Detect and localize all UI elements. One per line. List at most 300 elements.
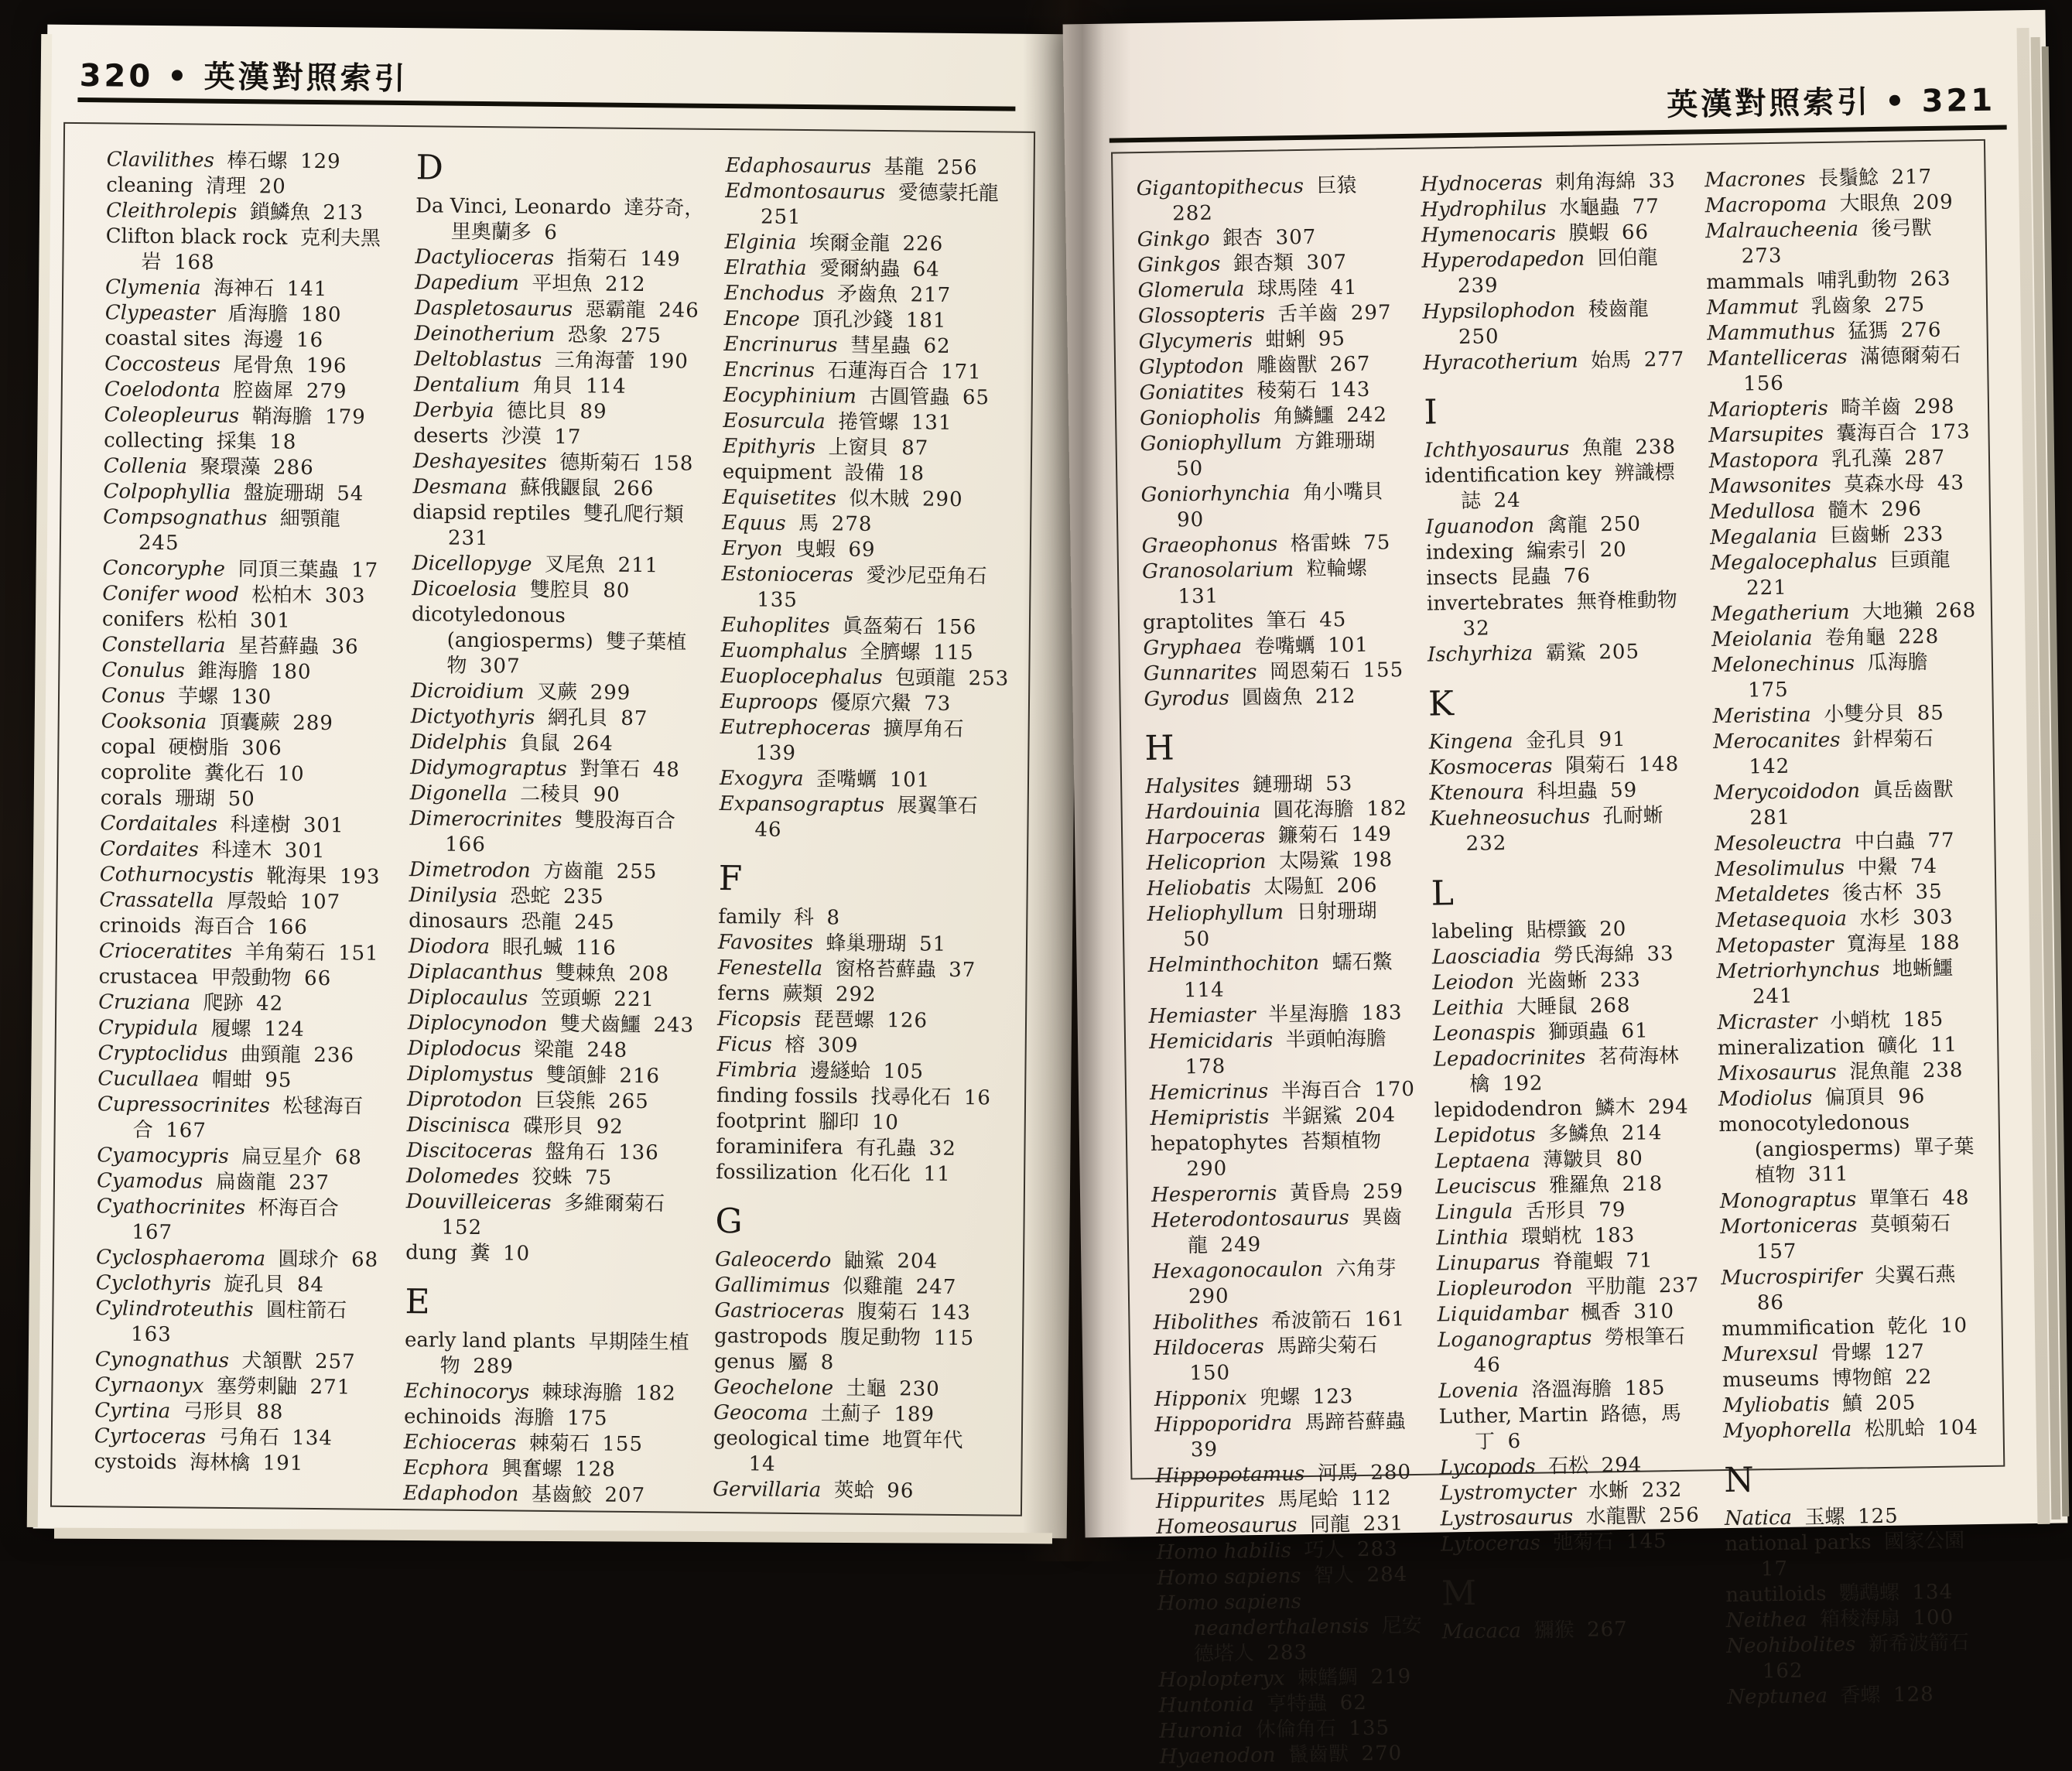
entry-term-en: Elrathia bbox=[724, 256, 807, 281]
entry-page-number: 6 bbox=[544, 221, 559, 244]
index-entry bbox=[1436, 1247, 1702, 1277]
entry-term-en: Homeosaurus bbox=[1156, 1513, 1298, 1539]
entry-term-en: fossilization bbox=[716, 1160, 838, 1185]
entry-term-zh: 日射珊瑚 bbox=[1296, 899, 1377, 925]
entry-term-zh: 巧人 bbox=[1304, 1538, 1345, 1563]
entry-page-number: 128 bbox=[574, 1458, 616, 1482]
entry-term-en: Kosmoceras bbox=[1428, 754, 1553, 780]
index-entry bbox=[721, 613, 1010, 641]
entry-page-number: 245 bbox=[573, 911, 615, 935]
entry-page-number: 116 bbox=[575, 936, 617, 960]
entry-term-en: Coelodonta bbox=[104, 378, 221, 402]
entry-page-number: 141 bbox=[286, 277, 328, 302]
entry-term-zh: 恐龍 bbox=[521, 910, 562, 935]
entry-term-zh: 同龍 bbox=[1309, 1513, 1351, 1537]
entry-page-number: 182 bbox=[635, 1382, 676, 1406]
index-entry bbox=[718, 930, 1007, 959]
entry-page-number: 104 bbox=[1937, 1416, 1979, 1440]
index-entry bbox=[1424, 460, 1691, 515]
entry-term-en: Hydrophilus bbox=[1421, 197, 1547, 222]
entry-term-zh: 平肋龍 bbox=[1585, 1274, 1646, 1299]
entry-term-en: Ischyrhiza bbox=[1427, 641, 1533, 667]
entry-term-en: Lovenia bbox=[1438, 1378, 1519, 1403]
entry-page-number: 264 bbox=[572, 732, 614, 756]
entry-term-zh: 箱稜海扇 bbox=[1819, 1606, 1901, 1632]
index-entry bbox=[105, 224, 395, 278]
entry-term-en: Hemicidaris bbox=[1148, 1028, 1274, 1055]
entry-term-en: dung bbox=[405, 1241, 458, 1265]
entry-term-zh: 德斯菊石 bbox=[559, 451, 641, 476]
index-entry bbox=[1722, 1339, 1988, 1368]
entry-page-number: 139 bbox=[755, 741, 797, 765]
entry-term-zh: 水蜥 bbox=[1588, 1479, 1629, 1503]
entry-term-zh: 半星海膽 bbox=[1268, 1002, 1349, 1027]
entry-page-number: 179 bbox=[324, 405, 366, 429]
index-entry bbox=[1141, 530, 1407, 559]
entry-page-number: 237 bbox=[289, 1171, 330, 1195]
entry-page-number: 198 bbox=[1352, 848, 1393, 873]
entry-page-number: 241 bbox=[1752, 984, 1793, 1009]
section-letter: M bbox=[1441, 1573, 1477, 1614]
entry-page-number: 125 bbox=[1857, 1504, 1899, 1529]
index-entry bbox=[1140, 402, 1406, 432]
entry-term-en: Linuparus bbox=[1436, 1250, 1540, 1276]
index-entry bbox=[723, 332, 1013, 361]
entry-page-number: 20 bbox=[1599, 538, 1627, 562]
entry-term-en: Colpophyllia bbox=[103, 480, 231, 504]
entry-term-en: genus bbox=[713, 1349, 775, 1374]
entry-term-zh: 蜂巢珊瑚 bbox=[826, 932, 907, 956]
entry-term-zh: 地質年代 bbox=[882, 1428, 963, 1453]
index-entry bbox=[412, 551, 702, 580]
entry-page-number: 11 bbox=[923, 1162, 951, 1186]
index-entry bbox=[106, 198, 395, 227]
entry-page-number: 24 bbox=[1493, 488, 1521, 513]
index-entry bbox=[1725, 1528, 1991, 1583]
entry-term-en: Lingula bbox=[1435, 1200, 1513, 1225]
section-letter: L bbox=[1431, 874, 1455, 914]
index-entry bbox=[99, 887, 388, 916]
entry-page-number: 127 bbox=[1883, 1340, 1925, 1364]
entry-page-number: 85 bbox=[1916, 701, 1945, 726]
index-entry bbox=[1436, 1222, 1702, 1251]
entry-page-number: 89 bbox=[580, 400, 607, 424]
entry-term-en: Galeocerdo bbox=[714, 1247, 832, 1273]
entry-page-number: 275 bbox=[621, 323, 662, 348]
entry-term-en: Lystrosaurus bbox=[1440, 1505, 1574, 1531]
entry-page-number: 309 bbox=[817, 1034, 859, 1058]
index-entry bbox=[405, 1328, 695, 1382]
entry-term-zh: 大眼魚 bbox=[1839, 191, 1900, 216]
index-entry bbox=[94, 1424, 384, 1452]
entry-page-number: 311 bbox=[1807, 1162, 1849, 1187]
entry-term-zh: 卷角龜 bbox=[1824, 625, 1886, 650]
entry-term-zh: 擴厚角石 bbox=[883, 717, 964, 742]
index-entry bbox=[414, 321, 703, 350]
index-entry bbox=[1423, 347, 1689, 377]
entry-page-number: 221 bbox=[614, 987, 655, 1012]
index-entry bbox=[713, 1375, 1003, 1403]
index-entry bbox=[1145, 796, 1411, 826]
entry-page-number: 303 bbox=[1912, 905, 1954, 930]
entry-term-en: Concoryphe bbox=[102, 556, 226, 581]
entry-term-zh: 弓形貝 bbox=[183, 1400, 244, 1424]
entry-term-en: Hildoceras bbox=[1153, 1335, 1264, 1360]
entry-term-zh: 亨特蟲 bbox=[1266, 1691, 1328, 1716]
entry-term-zh: 爬跡 bbox=[203, 991, 244, 1016]
index-entry bbox=[1146, 822, 1412, 851]
entry-page-number: 185 bbox=[1624, 1376, 1666, 1400]
index-entry bbox=[719, 791, 1009, 846]
entry-term-zh: 回伯龍 bbox=[1597, 246, 1658, 271]
entry-term-zh: 盾海膽 bbox=[227, 302, 289, 327]
entry-term-en: Cyrtina bbox=[94, 1399, 171, 1424]
entry-page-number: 204 bbox=[1355, 1103, 1397, 1128]
entry-page-number: 249 bbox=[1220, 1233, 1262, 1257]
entry-term-en: crinoids bbox=[99, 914, 182, 938]
index-entry bbox=[1437, 1298, 1703, 1328]
page-320-header: 320 • 英漢對照索引 bbox=[79, 58, 409, 97]
index-entry bbox=[1151, 1179, 1417, 1209]
entry-term-en: Hippoporidra bbox=[1154, 1411, 1293, 1437]
entry-term-zh: 鎖鱗魚 bbox=[249, 200, 310, 224]
index-entry bbox=[100, 862, 389, 891]
entry-term-en: Mixosaurus bbox=[1718, 1060, 1838, 1086]
index-entry bbox=[722, 536, 1011, 565]
entry-page-number: 68 bbox=[334, 1146, 363, 1170]
entry-term-en: Clifton black rock bbox=[105, 224, 288, 250]
entry-page-number: 231 bbox=[1363, 1512, 1404, 1536]
entry-term-zh: 聚環藻 bbox=[200, 455, 261, 480]
entry-term-en: Clypeaster bbox=[104, 301, 215, 326]
entry-term-zh: 松毬海百合 bbox=[132, 1094, 364, 1143]
entry-page-number: 155 bbox=[602, 1432, 644, 1457]
entry-term-en: Crassatella bbox=[99, 888, 214, 913]
entry-term-en: Collenia bbox=[103, 454, 188, 479]
index-entry bbox=[720, 715, 1010, 769]
entry-term-zh: 兜螺 bbox=[1259, 1386, 1301, 1410]
entry-term-zh: 設備 bbox=[844, 461, 885, 486]
entry-term-zh: 方齒龍 bbox=[543, 859, 604, 884]
entry-page-number: 180 bbox=[300, 303, 342, 327]
entry-page-number: 17 bbox=[350, 559, 379, 583]
index-entry bbox=[1150, 1103, 1416, 1132]
entry-term-zh: 雙子葉植物 bbox=[446, 630, 687, 678]
index-entry bbox=[1428, 727, 1694, 756]
entry-page-number: 290 bbox=[1188, 1284, 1229, 1309]
entry-term-en: Huntonia bbox=[1158, 1693, 1254, 1718]
index-entry bbox=[409, 806, 699, 860]
entry-term-zh: 苔類植物 bbox=[1300, 1129, 1382, 1154]
entry-term-en: hepatophytes bbox=[1150, 1130, 1288, 1157]
index-entry bbox=[409, 934, 698, 962]
entry-term-en: Daspletosaurus bbox=[414, 296, 573, 322]
entry-page-number: 307 bbox=[479, 655, 521, 679]
index-entry bbox=[713, 1477, 1002, 1506]
index-entry bbox=[95, 1347, 385, 1376]
entry-term-en: Cynognathus bbox=[94, 1348, 230, 1373]
index-entry bbox=[411, 704, 700, 733]
entry-term-en: Leiodon bbox=[1432, 970, 1515, 995]
entry-page-number: 115 bbox=[932, 641, 974, 665]
index-entry bbox=[1146, 847, 1412, 877]
index-entry bbox=[1440, 1477, 1706, 1506]
index-entry bbox=[1721, 1262, 1987, 1317]
entry-term-zh: 髓木 bbox=[1828, 498, 1869, 522]
entry-page-number: 175 bbox=[566, 1407, 608, 1431]
index-entry bbox=[1139, 351, 1405, 381]
section-letter: K bbox=[1427, 684, 1455, 724]
index-entry bbox=[102, 581, 391, 610]
entry-term-en: Gervillaria bbox=[713, 1477, 822, 1503]
entry-page-number: 167 bbox=[166, 1119, 207, 1143]
index-entry bbox=[102, 632, 391, 661]
entry-term-zh: 化石化 bbox=[850, 1161, 911, 1186]
entry-term-zh: 歪嘴蠣 bbox=[815, 768, 877, 791]
entry-term-en: Hyracotherium bbox=[1423, 349, 1578, 375]
entry-page-number: 221 bbox=[1745, 576, 1787, 600]
entry-page-number: 163 bbox=[130, 1322, 172, 1347]
entry-term-zh: 香螺 bbox=[1840, 1684, 1881, 1708]
entry-page-number: 307 bbox=[1275, 225, 1317, 250]
entry-page-number: 268 bbox=[1589, 993, 1631, 1018]
entry-term-en: Glomerula bbox=[1137, 278, 1245, 303]
entry-term-en: Modiolus bbox=[1718, 1086, 1813, 1112]
entry-term-zh: 太陽鯊 bbox=[1278, 849, 1340, 874]
entry-term-en: mummification bbox=[1722, 1315, 1875, 1342]
entry-page-number: 8 bbox=[826, 906, 841, 930]
entry-page-number: 299 bbox=[590, 681, 631, 705]
entry-term-zh: 銀杏類 bbox=[1233, 251, 1294, 276]
entry-page-number: 205 bbox=[1598, 640, 1640, 665]
entry-term-zh: 始馬 bbox=[1590, 348, 1632, 373]
entry-term-en: Cyamocypris bbox=[97, 1144, 229, 1168]
entry-page-number: 301 bbox=[303, 813, 344, 838]
index-entry bbox=[1726, 1605, 1992, 1634]
entry-term-en: Meiolania bbox=[1711, 627, 1813, 652]
entry-term-zh: 細顎龍 bbox=[279, 507, 340, 532]
entry-term-zh: 採集 bbox=[216, 429, 257, 454]
entry-term-en: Eryon bbox=[721, 537, 783, 561]
entry-term-en: Neohibolites bbox=[1726, 1633, 1856, 1659]
index-entry bbox=[1432, 941, 1698, 970]
entry-term-en: Desmana bbox=[412, 475, 508, 500]
entry-term-en: copal bbox=[101, 735, 156, 760]
entry-term-zh: 鐮菊石 bbox=[1277, 823, 1339, 848]
entry-term-en: Meristina bbox=[1712, 703, 1811, 729]
index-entry bbox=[1726, 1630, 1992, 1685]
entry-term-en: corals bbox=[100, 786, 162, 811]
entry-term-en: Kingena bbox=[1428, 729, 1513, 754]
entry-term-en: Enchodus bbox=[723, 282, 825, 306]
index-entry bbox=[99, 938, 388, 967]
entry-term-en: Mammuthus bbox=[1707, 320, 1835, 346]
entry-term-zh: 稜齒龍 bbox=[1588, 297, 1649, 322]
entry-term-en: Mucrospirifer bbox=[1721, 1264, 1863, 1291]
entry-term-zh: 尖翼石燕 bbox=[1875, 1263, 1956, 1288]
entry-term-en: Hemiaster bbox=[1148, 1003, 1256, 1029]
entry-page-number: 273 bbox=[1741, 244, 1783, 268]
entry-page-number: 228 bbox=[1898, 624, 1940, 649]
index-entry bbox=[716, 1134, 1005, 1163]
entry-term-zh: 似雞龍 bbox=[843, 1274, 904, 1299]
entry-term-zh: 腔齒犀 bbox=[233, 378, 294, 403]
entry-term-zh: 獅頭蟲 bbox=[1547, 1020, 1609, 1044]
entry-term-zh: 曳蝦 bbox=[795, 537, 836, 562]
index-entry bbox=[413, 449, 703, 477]
index-entry bbox=[414, 347, 703, 375]
entry-page-number: 217 bbox=[910, 283, 952, 307]
entry-term-en: Hipponix bbox=[1154, 1386, 1247, 1411]
entry-term-en: Glyptodon bbox=[1138, 354, 1244, 380]
entry-page-number: 253 bbox=[968, 667, 1010, 691]
entry-page-number: 212 bbox=[604, 272, 646, 297]
entry-term-en: Homo sapiens bbox=[1157, 1564, 1301, 1590]
entry-term-en: Dinilysia bbox=[409, 884, 498, 908]
index-entry bbox=[1434, 1094, 1701, 1123]
entry-page-number: 149 bbox=[639, 247, 681, 272]
entry-page-number: 256 bbox=[936, 156, 978, 180]
index-entry bbox=[1712, 700, 1978, 730]
index-entry bbox=[1157, 1537, 1423, 1566]
entry-page-number: 284 bbox=[1366, 1563, 1408, 1587]
entry-page-number: 156 bbox=[935, 615, 977, 640]
entry-term-zh: 圓花海膽 bbox=[1273, 798, 1354, 822]
entry-term-zh: 旋孔貝 bbox=[224, 1272, 285, 1297]
entry-term-en: early land plants bbox=[404, 1328, 576, 1354]
entry-page-number: 217 bbox=[1891, 165, 1933, 190]
entry-term-en: Leptaena bbox=[1434, 1148, 1530, 1174]
entry-term-zh: 鬣齒獸 bbox=[1287, 1742, 1349, 1767]
index-entry bbox=[1143, 632, 1409, 662]
entry-page-number: 290 bbox=[921, 487, 963, 512]
entry-term-zh: 雙犬齒鱷 bbox=[559, 1013, 641, 1038]
entry-term-en: Cupressocrinites bbox=[97, 1092, 271, 1118]
entry-term-zh: 窗格苔蘚蟲 bbox=[835, 957, 936, 982]
entry-term-en: Diplodocus bbox=[407, 1037, 521, 1062]
index-entry bbox=[1720, 1211, 1986, 1266]
entry-page-number: 301 bbox=[284, 839, 326, 863]
entry-term-en: Neptunea bbox=[1727, 1684, 1828, 1710]
entry-page-number: 64 bbox=[912, 258, 940, 282]
entry-term-en: Crypidula bbox=[97, 1016, 199, 1041]
entry-term-zh: 彗星蟲 bbox=[850, 333, 911, 358]
entry-term-zh: 盤角石 bbox=[545, 1140, 606, 1164]
index-entry bbox=[1725, 1579, 1992, 1609]
index-entry bbox=[410, 730, 699, 758]
entry-term-zh: 中鱟 bbox=[1857, 855, 1898, 880]
entry-page-number: 250 bbox=[1600, 512, 1642, 537]
entry-page-number: 193 bbox=[339, 865, 381, 889]
entry-term-zh: 角小嘴貝 bbox=[1302, 480, 1384, 504]
index-entry bbox=[105, 300, 395, 329]
entry-term-zh: 玉螺 bbox=[1804, 1505, 1845, 1530]
entry-page-number: 267 bbox=[1586, 1617, 1628, 1642]
entry-term-en: Iguanodon bbox=[1425, 514, 1535, 539]
entry-term-zh: 惡霸龍 bbox=[585, 298, 646, 323]
index-entry bbox=[403, 1455, 692, 1484]
entry-term-zh: 智人 bbox=[1313, 1564, 1355, 1588]
page-320-index-box bbox=[50, 122, 1035, 1516]
entry-page-number: 50 bbox=[1182, 927, 1211, 952]
entry-term-en: Coleopleurus bbox=[104, 403, 240, 429]
entry-page-number: 162 bbox=[1762, 1659, 1804, 1684]
entry-term-en: Mortoniceras bbox=[1720, 1213, 1858, 1239]
entry-term-zh: 禽龍 bbox=[1547, 513, 1588, 538]
entry-term-en: mineralization bbox=[1717, 1034, 1865, 1061]
index-entry bbox=[1154, 1409, 1421, 1464]
entry-term-en: Da Vinci, Leonardo bbox=[415, 194, 611, 220]
section-letter: F bbox=[718, 859, 743, 899]
entry-term-en: Ktenoura bbox=[1429, 780, 1525, 805]
entry-page-number: 265 bbox=[607, 1089, 649, 1114]
entry-page-number: 275 bbox=[1884, 293, 1926, 317]
entry-term-en: Conifer wood bbox=[102, 582, 239, 607]
entry-term-en: finding fossils bbox=[716, 1083, 858, 1109]
entry-page-number: 46 bbox=[754, 818, 782, 842]
entry-page-number: 69 bbox=[848, 538, 876, 562]
index-entry bbox=[1707, 317, 1973, 347]
entry-term-en: Diodora bbox=[408, 935, 491, 959]
entry-term-zh: 松柏 bbox=[197, 608, 238, 633]
entry-term-zh: 囊海百合 bbox=[1836, 421, 1917, 446]
entry-term-zh: 大睡鼠 bbox=[1516, 994, 1578, 1019]
entry-term-zh: 尾骨魚 bbox=[233, 353, 294, 378]
index-entry bbox=[101, 734, 390, 763]
entry-term-zh: 雙孔爬行類 bbox=[583, 502, 684, 527]
index-entry bbox=[1711, 598, 1977, 627]
index-entry bbox=[1429, 752, 1695, 781]
entry-page-number: 168 bbox=[173, 251, 215, 275]
index-entry bbox=[725, 179, 1015, 233]
entry-page-number: 123 bbox=[1312, 1385, 1354, 1409]
entry-term-zh: 莢蛤 bbox=[833, 1479, 874, 1503]
entry-page-number: 86 bbox=[1756, 1291, 1785, 1315]
entry-page-number: 54 bbox=[337, 482, 364, 506]
entry-term-en: Hyperodapedon bbox=[1421, 247, 1585, 273]
entry-term-zh: 中白蟲 bbox=[1854, 829, 1916, 854]
index-entry bbox=[1723, 1390, 1989, 1419]
index-entry bbox=[1718, 1032, 1984, 1062]
page-321 bbox=[1063, 10, 2068, 1769]
entry-term-en: Exogyra bbox=[719, 767, 804, 791]
entry-page-number: 271 bbox=[309, 1375, 351, 1400]
entry-term-en: Ficus bbox=[716, 1033, 772, 1057]
entry-term-en: Natica bbox=[1724, 1506, 1793, 1531]
index-entry bbox=[723, 357, 1013, 386]
index-entry bbox=[96, 1194, 386, 1248]
entry-term-zh: 骨螺 bbox=[1831, 1341, 1872, 1365]
index-entry bbox=[1709, 496, 1975, 525]
entry-term-zh: 眞岳齒獸 bbox=[1872, 778, 1954, 803]
entry-term-zh: 土薊子 bbox=[820, 1402, 882, 1427]
index-entry bbox=[410, 755, 699, 784]
index-entry bbox=[101, 658, 391, 686]
entry-term-zh: 埃爾金龍 bbox=[809, 231, 891, 256]
entry-page-number: 161 bbox=[1364, 1308, 1406, 1332]
entry-term-zh: 指菊石 bbox=[566, 247, 627, 271]
entry-page-number: 259 bbox=[1363, 1180, 1404, 1204]
index-entry bbox=[1704, 164, 1971, 193]
entry-term-en: Encope bbox=[723, 307, 800, 331]
index-entry bbox=[717, 1032, 1007, 1061]
index-entry bbox=[1427, 639, 1694, 668]
entry-term-en: Medullosa bbox=[1709, 499, 1816, 525]
entry-term-zh: 叉蕨 bbox=[536, 680, 578, 705]
entry-page-number: 192 bbox=[1502, 1072, 1544, 1096]
index-entry bbox=[409, 883, 698, 911]
entry-page-number: 150 bbox=[1189, 1361, 1231, 1386]
